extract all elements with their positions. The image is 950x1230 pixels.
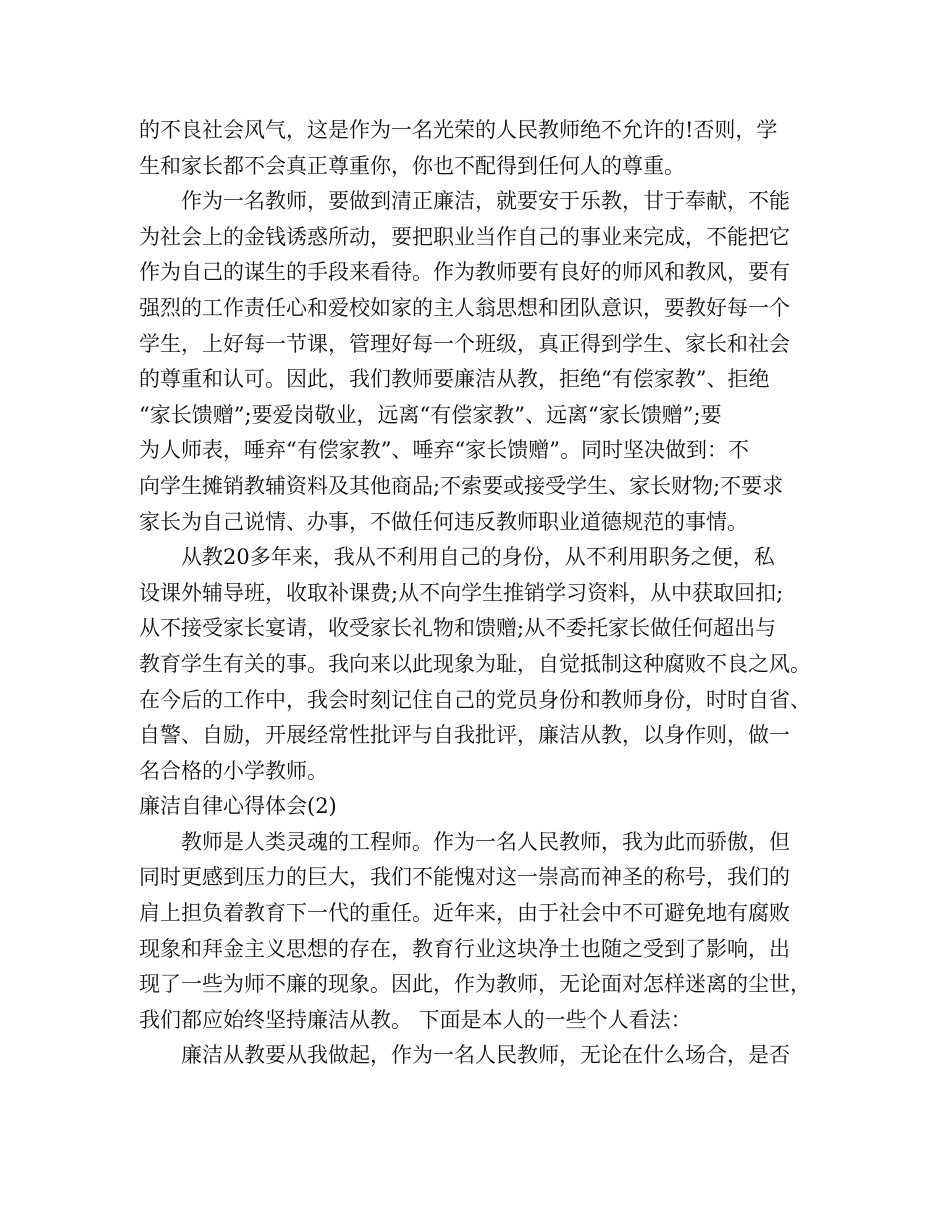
- text-line: 现象和拜金主义思想的存在，教育行业这块净土也随之受到了影响，出: [139, 936, 790, 961]
- section-heading: [139, 789, 839, 825]
- document-body: [139, 113, 839, 1074]
- text-line: 现了一些为师不廉的现象。因此，作为教师，无论面对怎样迷离的尘世，: [139, 972, 811, 997]
- text-line: 自警、自励，开展经常性批评与自我批评，廉洁从教，以身作则，做一: [139, 723, 790, 748]
- text-line: 家长为自己说情、办事，不做任何违反教师职业道德规范的事情。: [139, 509, 748, 534]
- text-line: 廉洁从教要从我做起，作为一名人民教师，无论在什么场合，是否: [181, 1043, 790, 1068]
- text-line: 生和家长都不会真正尊重你，你也不配得到任何人的尊重。: [139, 153, 685, 178]
- text-line: 的不良社会风气，这是作为一名光荣的人民教师绝不允许的!否则，学: [139, 118, 778, 142]
- paragraph: [139, 540, 839, 789]
- text-line: 从教20多年来，我从不利用自己的身份，从不利用职务之便，私: [181, 545, 775, 570]
- text-line: “家长馈赠”;要爱岗敬业，远离“有偿家教”、远离“家长馈赠”;要: [139, 402, 722, 427]
- text-line: 名合格的小学教师。: [139, 758, 328, 783]
- paragraph: [139, 825, 839, 1039]
- text-line: 作为一名教师，要做到清正廉洁，就要安于乐教，甘于奉献，不能: [181, 189, 790, 214]
- text-line: 设课外辅导班，收取补课费;从不向学生推销学习资料，从中获取回扣;: [139, 580, 784, 605]
- text-line: 强烈的工作责任心和爱校如家的主人翁思想和团队意识，要教好每一个: [139, 295, 790, 320]
- text-line: 为人师表，唾弃“有偿家教”、唾弃“家长馈赠”。同时坚决做到：不: [139, 438, 749, 463]
- text-line: 我们都应始终坚持廉洁从教。 下面是本人的一些个人看法：: [139, 1007, 692, 1032]
- text-line: 教育学生有关的事。我向来以此现象为耻，自觉抵制这种腐败不良之风。: [139, 651, 811, 676]
- text-line: 肩上担负着教育下一代的重任。近年来，由于社会中不可避免地有腐败: [139, 901, 790, 926]
- text-line: 学生，上好每一节课，管理好每一个班级，真正得到学生、家长和社会: [139, 331, 790, 356]
- text-line: 教师是人类灵魂的工程师。作为一名人民教师，我为此而骄傲，但: [181, 829, 790, 854]
- text-line: 为社会上的金钱诱惑所动，要把职业当作自己的事业来完成，不能把它: [139, 224, 790, 249]
- text-line: 的尊重和认可。因此，我们教师要廉洁从教，拒绝“有偿家教”、拒绝: [139, 367, 770, 392]
- text-line: 作为自己的谋生的手段来看待。作为教师要有良好的师风和教风，要有: [139, 260, 790, 285]
- paragraph: [139, 113, 839, 184]
- text-line: 在今后的工作中，我会时刻记住自己的党员身份和教师身份，时时自省、: [139, 687, 811, 712]
- paragraph: [139, 1038, 839, 1074]
- paragraph: [139, 184, 839, 540]
- text-line: 从不接受家长宴请，收受家长礼物和馈赠;从不委托家长做任何超出与: [139, 616, 777, 641]
- text-line: 向学生摊销教辅资料及其他商品;不索要或接受学生、家长财物;不要求: [139, 473, 784, 498]
- text-line: 同时更感到压力的巨大，我们不能愧对这一崇高而神圣的称号，我们的: [139, 865, 790, 890]
- text-line: 廉洁自律心得体会(2): [139, 794, 337, 819]
